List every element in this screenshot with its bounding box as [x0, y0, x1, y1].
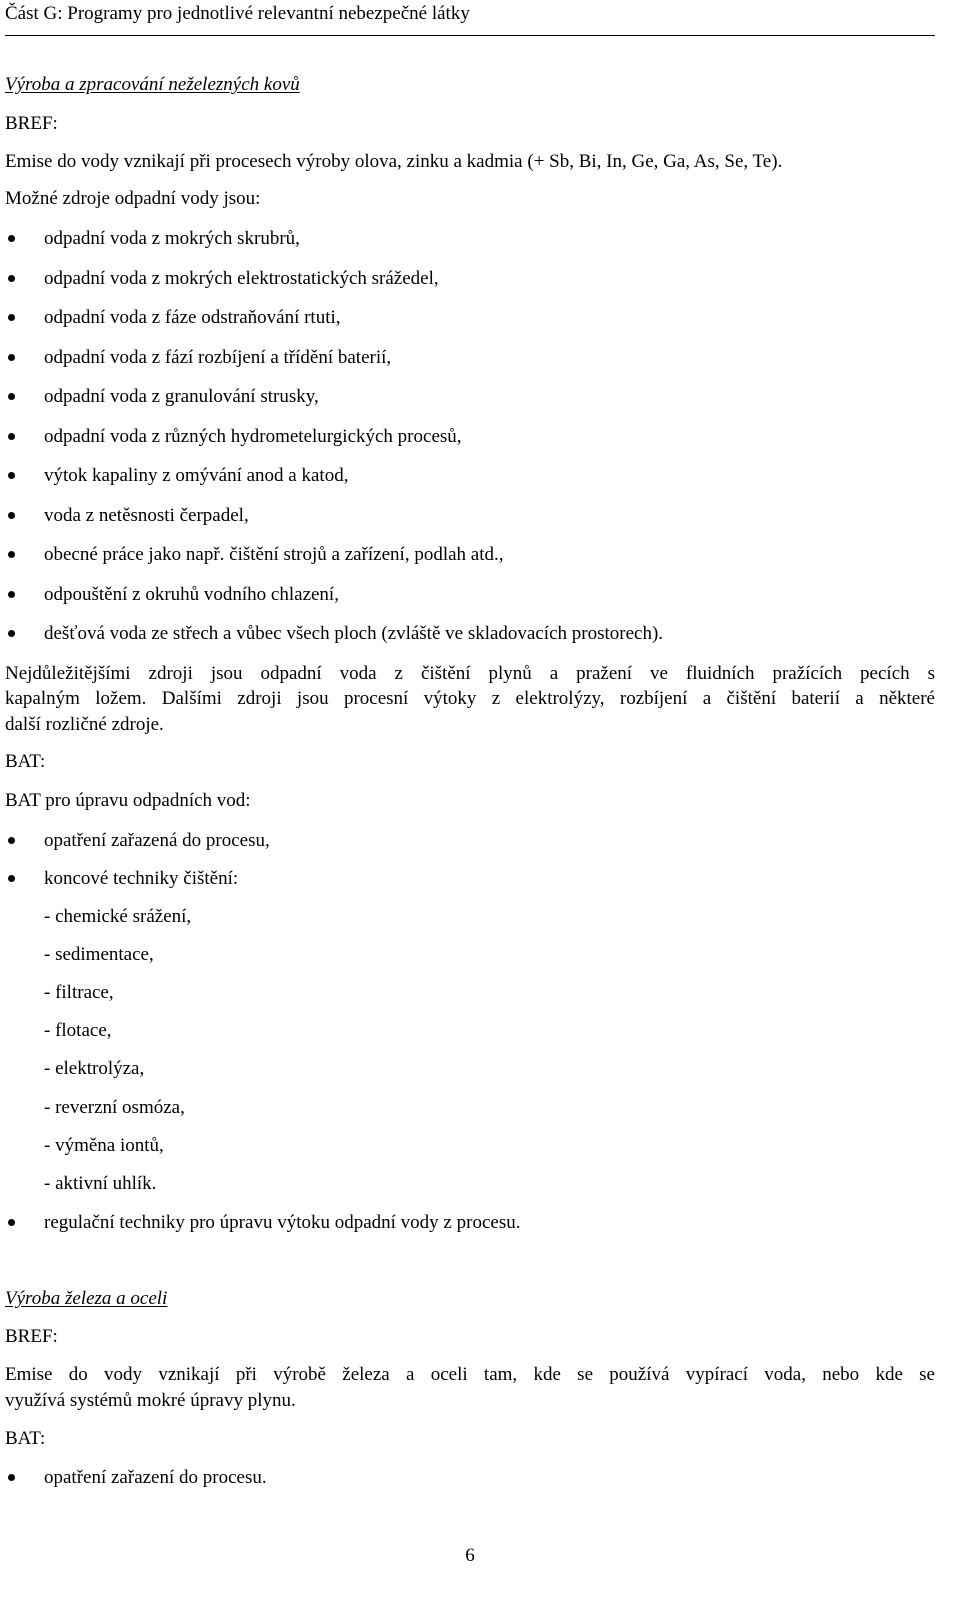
bref-label: BREF:	[5, 1326, 58, 1347]
bullet-icon	[8, 630, 15, 637]
bullet-icon	[8, 275, 15, 282]
bullet-icon	[8, 551, 15, 558]
sources-intro: Možné zdroje odpadní vody jsou:	[5, 188, 261, 209]
bullet-icon	[8, 1474, 15, 1481]
bullet-icon	[8, 314, 15, 321]
bullet-icon	[8, 591, 15, 598]
bat-label: BAT:	[5, 1428, 46, 1449]
bullet-icon	[8, 393, 15, 400]
section-title-iron-steel: Výroba železa a oceli	[5, 1288, 168, 1309]
technique-item: - filtrace,	[44, 982, 114, 1003]
emission-intro: Emise do vody vznikají při procesech výroby olova, zinku a kadmia (+ Sb, Bi, In, Ge, Ga, As, Se, Te).	[5, 151, 783, 172]
bullet-icon	[8, 354, 15, 361]
summary-paragraph-line: další rozličné zdroje.	[5, 714, 164, 735]
page-number: 6	[465, 1545, 475, 1566]
technique-item: - výměna iontů,	[44, 1135, 164, 1156]
header-divider	[5, 35, 935, 36]
bullet-icon	[8, 235, 15, 242]
emission-intro-line: Emise do vody vznikají při výrobě železa a oceli tam, kde se používá vypírací voda, nebo kde se	[5, 1364, 935, 1385]
bullet-icon	[8, 1219, 15, 1226]
emission-intro-line: využívá systémů mokré úpravy plynu.	[5, 1390, 296, 1411]
technique-item: - elektrolýza,	[44, 1058, 145, 1079]
bullet-icon	[8, 875, 15, 882]
bat-intro: BAT pro úpravu odpadních vod:	[5, 790, 251, 811]
bullet-icon	[8, 512, 15, 519]
bref-label: BREF:	[5, 113, 58, 134]
bullet-icon	[8, 472, 15, 479]
bullet-icon	[8, 837, 15, 844]
technique-item: - flotace,	[44, 1020, 112, 1041]
technique-item: - sedimentace,	[44, 944, 154, 965]
page-header-title: Část G: Programy pro jednotlivé relevantní nebezpečné látky	[5, 3, 470, 24]
summary-paragraph-line: Nejdůležitějšími zdroji jsou odpadní voda z čištění plynů a pražení ve fluidních pražících pecích s	[5, 663, 935, 684]
technique-item: - aktivní uhlík.	[44, 1173, 157, 1194]
bat-label: BAT:	[5, 751, 46, 772]
summary-paragraph-line: kapalným ložem. Dalšími zdroji jsou procesní výtoky z elektrolýzy, rozbíjení a čištění baterií a některé	[5, 688, 935, 709]
technique-item: - chemické srážení,	[44, 906, 192, 927]
section-title-nonferrous: Výroba a zpracování neželezných kovů	[5, 74, 300, 95]
bullet-icon	[8, 433, 15, 440]
technique-item: - reverzní osmóza,	[44, 1097, 185, 1118]
